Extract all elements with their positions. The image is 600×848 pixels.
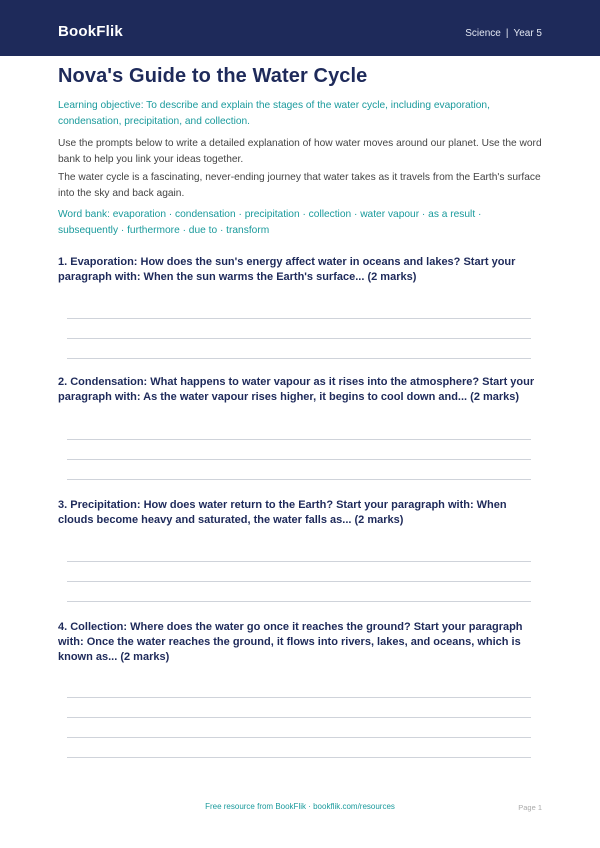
page-title: Nova's Guide to the Water Cycle	[58, 65, 368, 87]
question-1: 1. Evaporation: How does the sun's energy affect water in oceans and lakes? Start your paragraph with: When the sun warms the Earth's surface... (2 marks)	[58, 256, 516, 283]
question-4: 4. Collection: Where does the water go once it reaches the ground? Start your paragraph with: Once the water reaches the ground, it flows into rivers, lakes, and oceans, which is known as... (2 marks)	[58, 621, 523, 663]
answer-line[interactable]	[67, 561, 531, 562]
answer-line[interactable]	[67, 581, 531, 582]
instructions-text: Use the prompts below to write a detailed explanation of how water moves around our planet. Use the word bank to help you link your ideas together.	[58, 138, 542, 165]
answer-line[interactable]	[67, 358, 531, 359]
learning-objective: Learning objective: To describe and explain the stages of the water cycle, including evaporation, condensation, precipitation, and collection.	[58, 100, 490, 127]
subject-label: Science	[465, 28, 501, 39]
subject-year-label	[465, 28, 542, 39]
answer-line[interactable]	[67, 479, 531, 480]
answer-line[interactable]	[67, 737, 531, 738]
word-bank: Word bank: evaporation · condensation · precipitation · collection · water vapour · as a result · subsequently · furthermore · due to · transform	[58, 209, 482, 236]
question-3: 3. Precipitation: How does water return to the Earth? Start your paragraph with: When clouds become heavy and saturated, the water falls as... (2 marks)	[58, 499, 507, 526]
answer-line[interactable]	[67, 717, 531, 718]
answer-line[interactable]	[67, 601, 531, 602]
answer-line[interactable]	[67, 318, 531, 319]
separator: |	[505, 28, 509, 39]
answer-line[interactable]	[67, 697, 531, 698]
brand-logo[interactable]: BookFlik	[58, 23, 123, 40]
answer-line[interactable]	[67, 439, 531, 440]
site-header	[0, 0, 600, 56]
answer-line[interactable]	[67, 459, 531, 460]
page-number: Page 1	[518, 803, 542, 812]
footer-resource-link[interactable]: Free resource from BookFlik · bookflik.com/resources	[205, 802, 395, 811]
answer-line[interactable]	[67, 338, 531, 339]
year-label: Year 5	[513, 28, 542, 39]
context-text: The water cycle is a fascinating, never-ending journey that water takes as it travels from the Earth's surface into the sky and back again.	[58, 172, 541, 199]
question-2: 2. Condensation: What happens to water vapour as it rises into the atmosphere? Start your paragraph with: As the water vapour rises higher, it begins to cool down and... (2 marks)	[58, 376, 535, 403]
answer-line[interactable]	[67, 757, 531, 758]
